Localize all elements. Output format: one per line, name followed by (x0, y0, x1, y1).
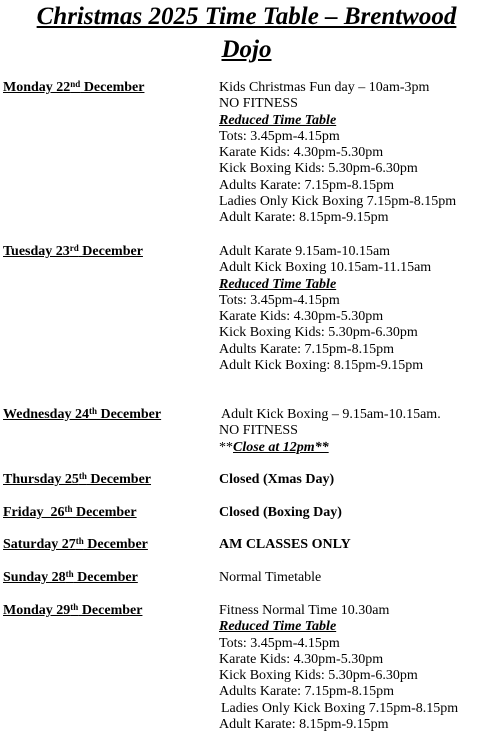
schedule-entry: Reduced Time Table (219, 112, 337, 128)
day-label-month: December (78, 603, 143, 618)
schedule-entry: Adults Karate: 7.15pm-8.15pm (219, 177, 394, 193)
day-label-ordinal: nd (70, 79, 81, 89)
schedule-entry: AM CLASSES ONLY (219, 537, 351, 552)
day-label (3, 80, 144, 96)
day-label-text: Tuesday 23 (3, 244, 70, 259)
schedule-entry: Adult Kick Boxing: 8.15pm-9.15pm (219, 358, 424, 374)
day-label-ordinal: rd (69, 243, 79, 253)
entry-emphasis: Close at 12pm** (233, 439, 329, 455)
schedule-entry: Adults Karate: 7.15pm-8.15pm (219, 684, 394, 700)
schedule-entry: Adult Kick Boxing – 9.15am-10.15am. (221, 407, 441, 422)
title-line-1: Christmas 2025 Time Table – Brentwood (36, 3, 457, 30)
day-label (3, 407, 161, 423)
schedule-entry: Tots: 3.45pm-4.15pm (219, 128, 340, 144)
day-label-ordinal: th (70, 602, 79, 612)
day-entries (219, 472, 334, 488)
schedule-entry (219, 440, 441, 456)
schedule-entry: NO FITNESS (219, 423, 298, 439)
day-label-text: Wednesday 24 (3, 407, 89, 422)
page-title (0, 0, 493, 66)
schedule-entry: Kick Boxing Kids: 5.30pm-6.30pm (219, 668, 418, 684)
day-label-text: Sunday 28 (3, 570, 66, 585)
day-label-text: Friday 26 (3, 505, 65, 520)
day-label-ordinal: th (78, 471, 87, 481)
title-line-2: Dojo (221, 36, 272, 63)
schedule-entry: Reduced Time Table (219, 276, 337, 292)
schedule-entry: Tots: 3.45pm-4.15pm (219, 635, 340, 651)
schedule-entry: Adult Kick Boxing 10.15am-11.15am (219, 260, 432, 276)
day-label-month: December (80, 80, 145, 95)
schedule-entry: Closed (Boxing Day) (219, 505, 342, 520)
day-label (3, 505, 137, 521)
day-label-ordinal: th (64, 504, 73, 514)
day-label (3, 570, 138, 586)
day-entries (219, 407, 441, 456)
day-entries (219, 537, 351, 553)
day-label-ordinal: th (75, 536, 84, 546)
day-label (3, 603, 142, 619)
day-label-ordinal: th (65, 569, 74, 579)
day-entries (219, 244, 431, 374)
schedule-entry: Kick Boxing Kids: 5.30pm-6.30pm (219, 325, 418, 341)
day-label-text: Thursday 25 (3, 472, 79, 487)
schedule-entry: Adult Karate 9.15am-10.15am (219, 244, 391, 259)
schedule-entry: Closed (Xmas Day) (219, 472, 335, 487)
day-label-ordinal: th (88, 406, 97, 416)
day-label-text: Saturday 27 (3, 537, 76, 552)
day-label-month: December (86, 472, 152, 487)
schedule-entry: Normal Timetable (219, 570, 322, 585)
schedule-entry: NO FITNESS (219, 96, 298, 112)
schedule-entry: Adult Karate: 8.15pm-9.15pm (219, 717, 389, 733)
day-label-month: December (72, 505, 137, 520)
day-label (3, 537, 148, 553)
day-label-text: Monday 22 (3, 80, 71, 95)
schedule-entry: Karate Kids: 4.30pm-5.30pm (219, 145, 384, 161)
schedule-entry: Ladies Only Kick Boxing 7.15pm-8.15pm (221, 700, 459, 716)
day-label-text: Monday 29 (3, 603, 71, 618)
day-label-month: December (73, 570, 138, 585)
schedule-entry: Adult Karate: 8.15pm-9.15pm (219, 210, 389, 226)
day-label-month: December (78, 244, 143, 259)
schedule-entry: Adults Karate: 7.15pm-8.15pm (219, 341, 394, 357)
schedule-entry: Ladies Only Kick Boxing 7.15pm-8.15pm (219, 194, 457, 210)
day-label (3, 244, 143, 260)
day-label (3, 472, 151, 488)
schedule-entry: Kick Boxing Kids: 5.30pm-6.30pm (219, 161, 418, 177)
schedule-entry: Karate Kids: 4.30pm-5.30pm (219, 309, 384, 325)
day-entries (219, 570, 321, 586)
day-label-month: December (83, 537, 148, 552)
schedule-entry: Karate Kids: 4.30pm-5.30pm (219, 651, 384, 667)
schedule-entry: Tots: 3.45pm-4.15pm (219, 292, 340, 308)
day-label-month: December (96, 407, 162, 422)
schedule-entry: Fitness Normal Time 10.30am (219, 603, 390, 618)
schedule-entry: Reduced Time Table (219, 619, 337, 635)
schedule-entry: Kids Christmas Fun day – 10am-3pm (219, 80, 430, 95)
day-entries (219, 603, 458, 733)
entry-prefix: ** (219, 439, 233, 455)
day-entries (219, 80, 456, 227)
day-entries (219, 505, 342, 521)
